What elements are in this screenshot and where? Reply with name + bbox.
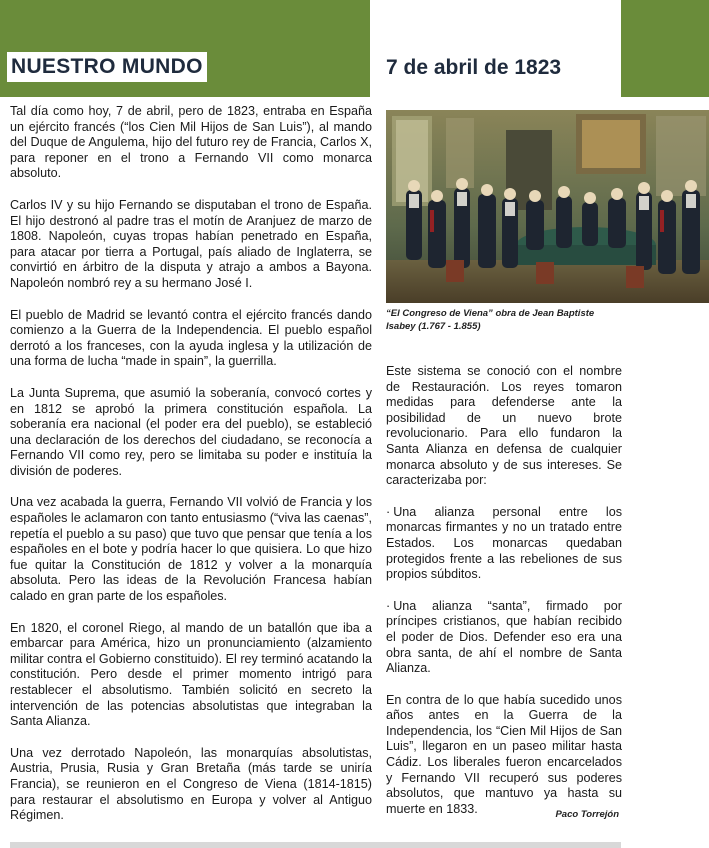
bullet-marker: · <box>386 598 391 613</box>
date-title: 7 de abril de 1823 <box>386 56 562 79</box>
paragraph: El pueblo de Madrid se levantó contra el ejército francés dando comienzo a la Guerra de la Independencia. El pueblo español derrotó a los franceses, con la ayuda inglesa y la utilización de una forma de lucha “made in spain”, la guerrilla. <box>10 307 372 369</box>
bullet-item <box>386 505 622 583</box>
painting-caption: “El Congreso de Viena” obra de Jean Baptiste Isabey (1.767 - 1.855) <box>386 308 595 332</box>
congress-of-vienna-painting <box>386 110 709 303</box>
paragraph: Una vez acabada la guerra, Fernando VII volvió de Francia y los españoles le aclamaron con tanto entusiasmo (“viva las caenas”, repetía el pueblo a su paso) que tuvo que pensar que tenía a los españoles en el bote y podría hacer lo que quisiera. Lo que hizo fue quitar la Constitución de 1812 y volver a la monarquía absoluta. Pero las ideas de la Revolución Francesa habían calado en gran parte de los españoles. <box>10 495 372 604</box>
left-column <box>10 104 372 840</box>
paragraph: Una vez derrotado Napoleón, las monarquías absolutistas, Austria, Prusia, Rusia y Gran Bretaña (más tarde se uniría Francia), se reunieron en el Congreso de Viena (1814-1815) para restaurar el absolutismo en Europa y volver al Antiguo Régimen. <box>10 745 372 823</box>
header-green-bar-right <box>621 0 709 97</box>
bullet-text: Una alianza “santa”, firmado por príncipes cristianos, que habían recibido el poder de Dios. Defender eso era una obra santa, de ahí el nombre de Santa Alianza. <box>386 598 622 676</box>
section-title: NUESTRO MUNDO <box>7 52 207 82</box>
paragraph: Este sistema se conoció con el nombre de Restauración. Los reyes tomaron medidas para defenderse ante la posibilidad de un nuevo brote revolucionario. Para ello fundaron la Santa Alianza en defensa de cualquier monarca absoluto y de sus intereses. Se caracterizaba por: <box>386 364 622 488</box>
header-green-bar-left <box>0 0 370 97</box>
paragraph: Carlos IV y su hijo Fernando se disputaban el trono de España. El hijo destronó al padre tras el motín de Aranjuez de marzo de 1808. Napoleón, cuyas tropas habían penetrado en España, para atacar por tierra a Portugal, país aliado de Inglaterra, se convirtió en árbitro de la disputa y atrajo a ambos a Bayona. Napoleón nombró rey a su hermano José I. <box>10 197 372 290</box>
author-signature: Paco Torrejón <box>555 809 619 820</box>
paragraph: Tal día como hoy, 7 de abril, pero de 1823, entraba en España un ejército francés (“los Cien Mil Hijos de San Luis”), al mando del Duque de Angulema, hijo del futuro rey de Francia, Carlos X, para reponer en el trono a Fernando VII como monarca absoluto. <box>10 104 372 181</box>
paragraph: La Junta Suprema, que asumió la soberanía, convocó cortes y en 1812 se aprobó la primera constitución española. La soberanía era nacional (el poder era del pueblo), se estableció una declaración de los derechos del ciudadano, se reconocía a Fernando VII como rey, pero se limitaba su poder e instituía la división de poderes. <box>10 385 372 478</box>
bullet-marker: · <box>386 504 391 519</box>
bullet-text: Una alianza personal entre los monarcas firmantes y no un tratado entre Estados. Los monarcas quedaban protegidos frente a las rebeliones de sus propios súbditos. <box>386 504 622 582</box>
paragraph: En contra de lo que había sucedido unos años antes en la Guerra de la Independencia, los “Cien Mil Hijos de San Luis”, llegaron en un paseo militar hasta Cádiz. Los liberales fueron encarcelados y Fernando VII recuperó sus poderes absolutos, que mantuvo ya hasta su muerte en 1833. <box>386 692 622 816</box>
right-column <box>386 364 622 833</box>
bottom-divider <box>10 842 621 848</box>
bullet-item <box>386 599 622 677</box>
paragraph: En 1820, el coronel Riego, al mando de un batallón que iba a embarcar para América, hizo un pronunciamiento (alzamiento militar contra el Gobierno constituido). El rey terminó acatando la constitución. Pero desde el primer momento intrigó para restablecer el absolutismo. También solicitó en secreto la intervención de las potencias absolutistas que integraban la Santa Alianza. <box>10 620 372 729</box>
